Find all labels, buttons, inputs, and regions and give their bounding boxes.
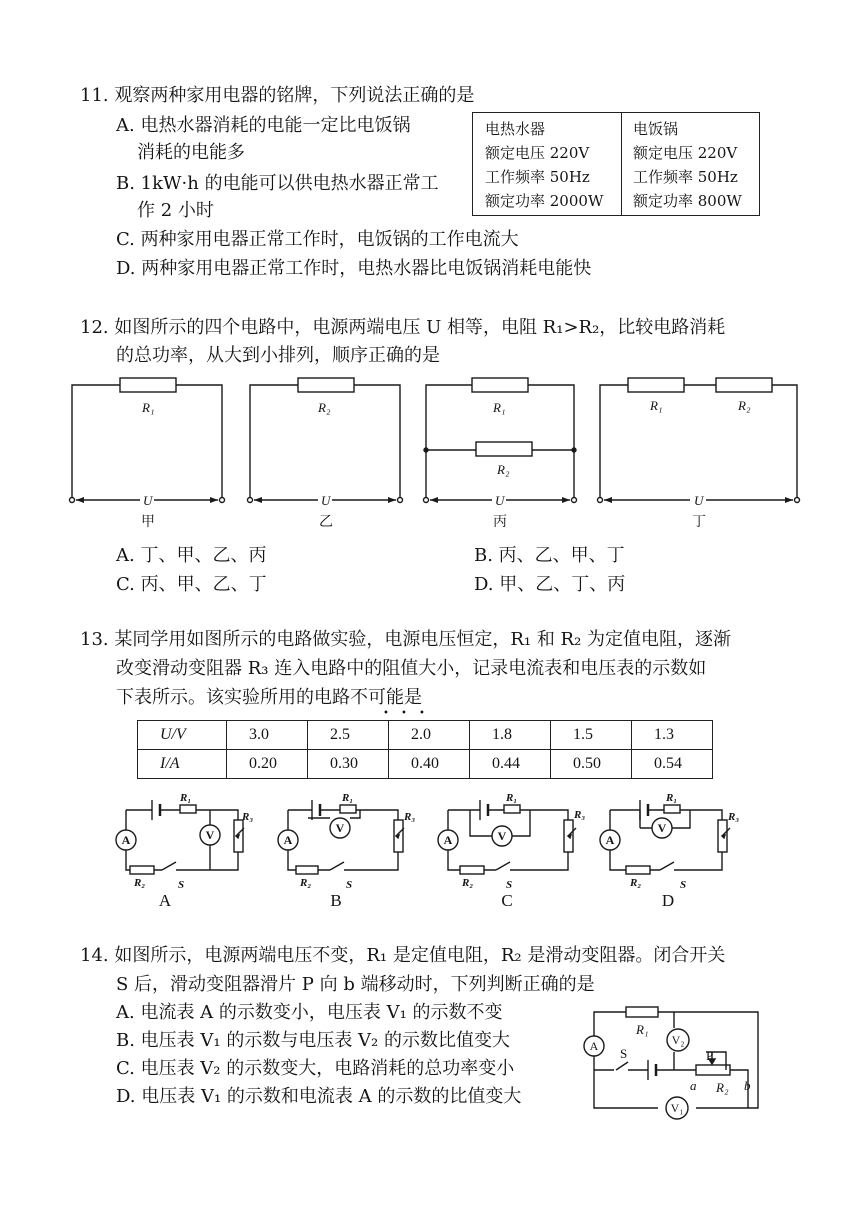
q12-circuit-diagrams <box>0 370 868 530</box>
circuit-jia-r1 <box>120 378 176 392</box>
label-a-r1: R₁ <box>180 792 192 804</box>
table-cell: 0.50 <box>551 750 632 779</box>
q14-voltmeter-v2: V₂ <box>671 1033 685 1047</box>
label-b-r3: R₃ <box>404 811 416 823</box>
q14-option-b: B. 电压表 V₁ 的示数与电压表 V₂ 的示数比值变大 <box>116 1030 510 1051</box>
circuit-ding-r1 <box>628 378 684 392</box>
emphasis-dot: • <box>419 708 425 719</box>
q14-label-r1: R₁ <box>636 1022 649 1037</box>
circuit-option-a <box>116 800 244 874</box>
circuit-ding-wire <box>600 385 797 500</box>
cooker-power: 额定功率 800W <box>633 192 742 210</box>
label-a-r2: R₂ <box>134 877 146 889</box>
table-cell: 1.3 <box>632 721 713 750</box>
label-d-s: S <box>680 879 687 891</box>
caption-bing: 丙 <box>493 515 507 530</box>
meter-d-voltmeter: V <box>657 821 667 835</box>
q13-circuit-diagrams <box>0 786 868 912</box>
q13-data-table <box>137 720 713 779</box>
label-b-r1: R₁ <box>342 792 354 804</box>
cooker-frequency: 工作频率 50Hz <box>633 168 738 186</box>
heater-frequency: 工作频率 50Hz <box>485 168 590 186</box>
q11-option-a-cont: 消耗的电能多 <box>137 142 245 163</box>
q14-label-r2: R₂ <box>716 1080 729 1095</box>
circuit-option-c <box>438 800 576 874</box>
table-row-current <box>138 750 713 779</box>
meter-b-voltmeter: V <box>335 821 345 835</box>
table-cell: 0.40 <box>389 750 470 779</box>
table-header-i: I/A <box>138 750 227 779</box>
q12-stem-line1: 12. 如图所示的四个电路中，电源两端电压 U 相等，电阻 R₁>R₂，比较电路消耗 <box>80 317 726 338</box>
label-d-r1: R₁ <box>666 792 678 804</box>
label-bing-r2: R₂ <box>497 462 510 477</box>
q13-stem-line1: 13. 某同学用如图所示的电路做实验，电源电压恒定，R₁ 和 R₂ 为定值电阻，逐渐 <box>80 629 732 650</box>
emphasis-dot: • <box>401 708 407 719</box>
circuit-option-b <box>278 800 404 874</box>
meter-a-ammeter: A <box>121 833 131 847</box>
label-b-s: S <box>346 879 353 891</box>
emphasis-dot: • <box>383 708 389 719</box>
q11-stem: 11. 观察两种家用电器的铭牌，下列说法正确的是 <box>80 85 475 106</box>
caption-b: B <box>330 891 342 910</box>
circuit-ding-r2 <box>716 378 772 392</box>
table-cell: 0.20 <box>227 750 308 779</box>
circuit-option-d <box>600 800 730 874</box>
q12-option-d: D. 甲、乙、丁、丙 <box>474 574 626 595</box>
q14-option-c: C. 电压表 V₂ 的示数变大，电路消耗的总功率变小 <box>116 1058 515 1079</box>
label-c-r1: R₁ <box>506 792 518 804</box>
heater-power: 额定功率 2000W <box>485 192 604 210</box>
q14-label-s: S <box>620 1046 628 1061</box>
q14-label-a: a <box>690 1078 697 1093</box>
label-jia-r1: R₁ <box>142 400 155 415</box>
label-ding-r1: R₁ <box>650 398 663 413</box>
caption-jia: 甲 <box>141 515 155 530</box>
table-cell: 0.30 <box>308 750 389 779</box>
caption-c: C <box>501 891 513 910</box>
caption-a: A <box>158 891 172 910</box>
heater-nameplate <box>485 117 603 213</box>
circuit-yi-r2 <box>298 378 354 392</box>
caption-d: D <box>661 891 675 910</box>
label-bing-u: U <box>495 493 505 508</box>
q13-stem-line2: 改变滑动变阻器 R₃ 连入电路中的阻值大小，记录电流表和电压表的示数如 <box>116 658 707 679</box>
meter-d-ammeter: A <box>605 833 615 847</box>
q11-option-b-cont: 作 2 小时 <box>137 200 214 221</box>
q14-option-a: A. 电流表 A 的示数变小，电压表 V₁ 的示数不变 <box>116 1002 503 1023</box>
q14-r1 <box>626 1007 658 1017</box>
label-d-r3: R₃ <box>728 811 740 823</box>
label-a-s: S <box>178 879 185 891</box>
q14-label-p: P <box>706 1048 714 1063</box>
label-ding-r2: R₂ <box>738 398 751 413</box>
table-row-voltage <box>138 721 713 750</box>
q11-option-c: C. 两种家用电器正常工作时，电饭锅的工作电流大 <box>116 229 519 250</box>
meter-a-voltmeter: V <box>205 828 215 842</box>
table-cell: 1.8 <box>470 721 551 750</box>
label-c-r3: R₃ <box>574 809 586 821</box>
table-cell: 3.0 <box>227 721 308 750</box>
table-header-u: U/V <box>138 721 227 750</box>
table-cell: 2.5 <box>308 721 389 750</box>
cooker-voltage: 额定电压 220V <box>633 144 738 162</box>
caption-ding: 丁 <box>692 515 706 530</box>
cooker-title: 电饭锅 <box>633 120 679 138</box>
q14-option-d: D. 电压表 V₁ 的示数和电流表 A 的示数的比值变大 <box>116 1086 522 1107</box>
q14-r2 <box>696 1065 730 1075</box>
q12-option-a: A. 丁、甲、乙、丙 <box>116 545 267 566</box>
table-cell: 0.54 <box>632 750 713 779</box>
q14-stem-line2: S 后，滑动变阻器滑片 P 向 b 端移动时，下列判断正确的是 <box>116 974 595 995</box>
caption-yi: 乙 <box>319 515 333 530</box>
label-d-r2: R₂ <box>630 877 642 889</box>
q12-stem-line2: 的总功率，从大到小排列，顺序正确的是 <box>116 345 440 366</box>
q11-option-a: A. 电热水器消耗的电能一定比电饭锅 <box>116 115 411 136</box>
label-a-r3: R₃ <box>242 811 254 823</box>
heater-title: 电热水器 <box>485 120 546 138</box>
q11-option-b: B. 1kW·h 的电能可以供电热水器正常工 <box>116 173 439 194</box>
table-cell: 2.0 <box>389 721 470 750</box>
heater-voltage: 额定电压 220V <box>485 144 590 162</box>
circuit-bing-r2 <box>476 442 532 456</box>
label-b-r2: R₂ <box>300 877 312 889</box>
label-ding-u: U <box>694 493 704 508</box>
label-yi-u: U <box>321 493 331 508</box>
table-cell: 0.44 <box>470 750 551 779</box>
label-c-r2: R₂ <box>462 877 474 889</box>
label-c-s: S <box>506 879 513 891</box>
q12-option-b: B. 丙、乙、甲、丁 <box>474 545 625 566</box>
q13-stem-line3: 下表所示。该实验所用的电路不可能是 <box>116 687 422 708</box>
appliance-nameplate-box <box>472 112 760 216</box>
nameplate-divider <box>621 113 622 215</box>
meter-c-voltmeter: V <box>497 829 507 843</box>
q14-circuit-diagram <box>570 1000 768 1126</box>
cooker-nameplate <box>633 117 742 213</box>
q14-ammeter: A <box>589 1039 599 1053</box>
q11-option-d: D. 两种家用电器正常工作时，电热水器比电饭锅消耗电能快 <box>116 258 592 279</box>
meter-c-ammeter: A <box>443 833 453 847</box>
q14-stem-line1: 14. 如图所示，电源两端电压不变，R₁ 是定值电阻，R₂ 是滑动变阻器。闭合开关 <box>80 945 726 966</box>
q14-label-b: b <box>744 1078 751 1093</box>
meter-b-ammeter: A <box>283 833 293 847</box>
q12-option-c: C. 丙、甲、乙、丁 <box>116 574 267 595</box>
circuit-bing-r1 <box>472 378 528 392</box>
table-cell: 1.5 <box>551 721 632 750</box>
label-bing-r1: R₁ <box>493 400 506 415</box>
label-yi-r2: R₂ <box>318 400 331 415</box>
label-jia-u: U <box>143 493 153 508</box>
q14-voltmeter-v1: V₁ <box>670 1101 684 1115</box>
